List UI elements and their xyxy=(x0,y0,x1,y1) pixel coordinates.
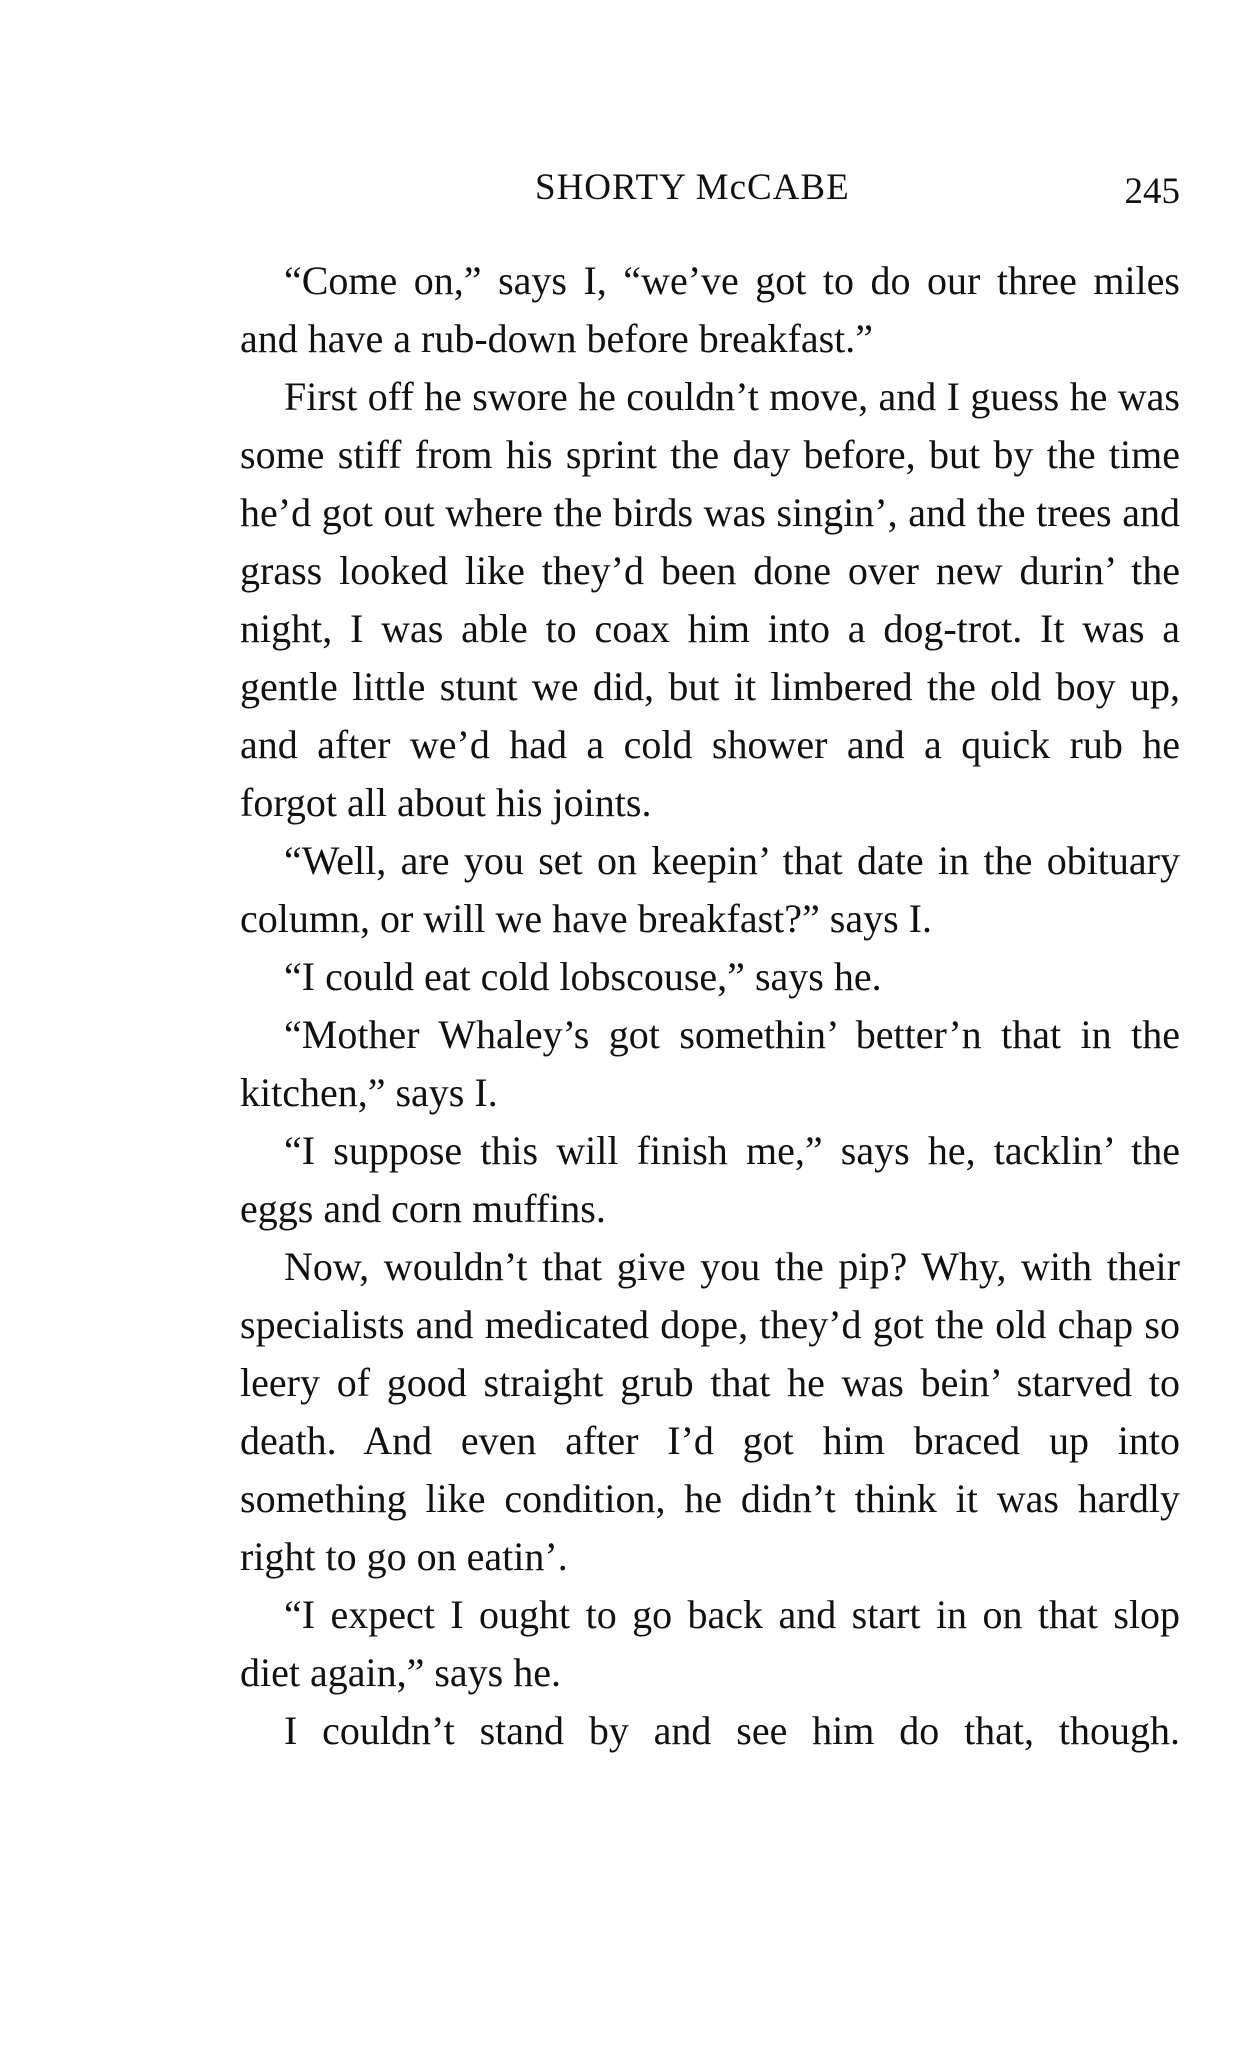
body-text xyxy=(240,252,1180,1760)
paragraph: “I expect I ought to go back and start in on that slop diet again,” says he. xyxy=(240,1592,1180,1695)
page-number: 245 xyxy=(1124,171,1180,212)
paragraph: Now, wouldn’t that give you the pip? Why, with their specialists and medicated dope, they’d got the old chap so leery of good straight grub that he was bein’ starved to death. And even after I’d got him braced up into something like condition, he didn’t think it was hardly right to go on eatin’. xyxy=(240,1244,1180,1579)
running-title: SHORTY McCABE xyxy=(535,167,850,208)
paragraph: “I suppose this will finish me,” says he, tacklin’ the eggs and corn muffins. xyxy=(240,1128,1180,1231)
paragraph: “Come on,” says I, “we’ve got to do our three miles and have a rub-down before breakfast.” xyxy=(240,258,1180,361)
running-head xyxy=(240,166,1180,216)
paragraph: First off he swore he couldn’t move, and I guess he was some stiff from his sprint the day before, but by the time he’d got out where the birds was singin’, and the trees and grass looked like they’d been done over new durin’ the night, I was able to coax him into a dog-trot. It was a gentle little stunt we did, but it limbered the old boy up, and after we’d had a cold shower and a quick rub he forgot all about his joints. xyxy=(240,374,1180,825)
paragraph: “Mother Whaley’s got somethin’ better’n that in the kitchen,” says I. xyxy=(240,1012,1180,1115)
paragraph: I couldn’t stand by and see him do that, though. xyxy=(284,1708,1180,1753)
paragraph: “Well, are you set on keepin’ that date in the obituary column, or will we have breakfast?” says I. xyxy=(240,838,1180,941)
paragraph: “I could eat cold lobscouse,” says he. xyxy=(284,954,882,999)
